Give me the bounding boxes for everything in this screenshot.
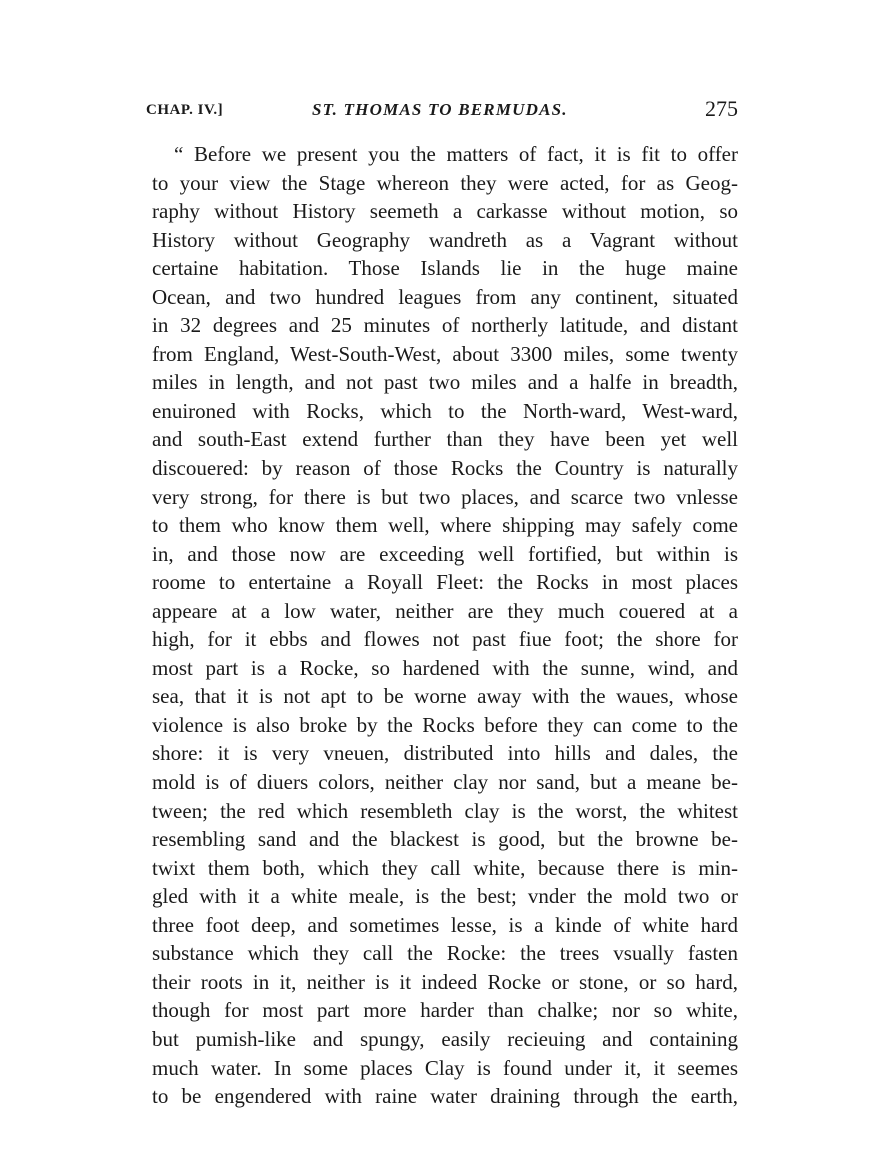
text-line: high, for it ebbs and flowes not past fiue foot; the shore for xyxy=(152,627,738,652)
body-paragraph xyxy=(152,140,738,1111)
text-line: and south-East extend further than they have been yet well xyxy=(152,427,738,452)
text-line: their roots in it, neither is it indeed Rocke or stone, or so hard, xyxy=(152,969,738,994)
text-line: sea, that it is not apt to be worne away with the waues, whose xyxy=(152,684,738,709)
text-line: though for most part more harder than chalke; nor so white, xyxy=(152,998,738,1023)
text-line: in, and those now are exceeding well fortified, but within is xyxy=(152,541,738,566)
text-line: appeare at a low water, neither are they much couered at a xyxy=(152,598,738,623)
text-line: violence is also broke by the Rocks before they can come to the xyxy=(152,712,738,737)
text-line: from England, West-South-West, about 3300 miles, some twenty xyxy=(152,341,738,366)
text-line: shore: it is very vneuen, distributed into hills and dales, the xyxy=(152,741,738,766)
text-line: Ocean, and two hundred leagues from any continent, situated xyxy=(152,284,738,309)
text-line: discouered: by reason of those Rocks the Country is naturally xyxy=(152,456,738,481)
text-line: in 32 degrees and 25 minutes of northerly latitude, and distant xyxy=(152,313,738,338)
chapter-label: CHAP. IV.] xyxy=(146,102,224,118)
text-line: but pumish-like and spungy, easily recieuing and containing xyxy=(152,1026,738,1051)
text-line: very strong, for there is but two places, and scarce two vnlesse xyxy=(152,484,738,509)
running-header xyxy=(146,96,740,126)
text-line: certaine habitation. Those Islands lie in the huge maine xyxy=(152,256,738,281)
text-line: “ Before we present you the matters of fact, it is fit to offer xyxy=(174,142,738,166)
text-line: much water. In some places Clay is found under it, it seemes xyxy=(152,1055,738,1080)
text-line: to be engendered with raine water draining through the earth, xyxy=(152,1084,738,1109)
text-line: enuironed with Rocks, which to the North-ward, West-ward, xyxy=(152,398,738,423)
text-line: miles in length, and not past two miles and a halfe in breadth, xyxy=(152,370,738,395)
text-line: raphy without History seemeth a carkasse without motion, so xyxy=(152,199,738,224)
text-line: three foot deep, and sometimes lesse, is a kinde of white hard xyxy=(152,912,738,937)
text-line: to your view the Stage whereon they were acted, for as Geog- xyxy=(152,170,738,195)
text-line: substance which they call the Rocke: the trees vsually fasten xyxy=(152,941,738,966)
text-line: mold is of diuers colors, neither clay nor sand, but a meane be- xyxy=(152,770,738,795)
text-line: tween; the red which resembleth clay is the worst, the whitest xyxy=(152,798,738,823)
page-number: 275 xyxy=(705,96,738,121)
text-line: most part is a Rocke, so hardened with the sunne, wind, and xyxy=(152,655,738,680)
text-line: to them who know them well, where shipping may safely come xyxy=(152,513,738,538)
text-line: resembling sand and the blackest is good, but the browne be- xyxy=(152,827,738,852)
text-line: roome to entertaine a Royall Fleet: the Rocks in most places xyxy=(152,570,738,595)
text-line: History without Geography wandreth as a Vagrant without xyxy=(152,227,738,252)
text-line: gled with it a white meale, is the best; vnder the mold two or xyxy=(152,884,738,909)
running-title: ST. THOMAS TO BERMUDAS. xyxy=(312,100,568,119)
text-line: twixt them both, which they call white, because there is min- xyxy=(152,855,738,880)
